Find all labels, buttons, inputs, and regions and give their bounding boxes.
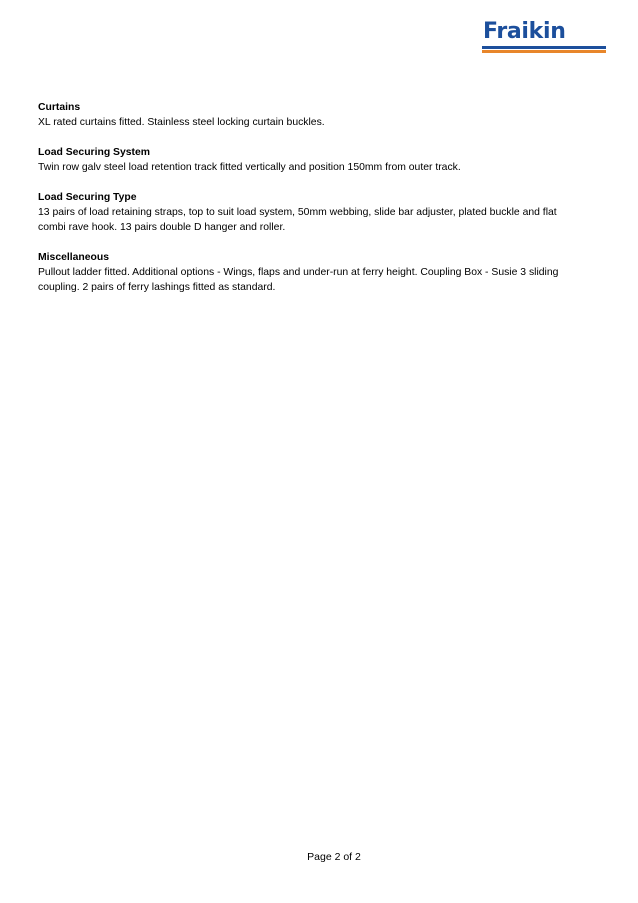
section-heading: Curtains bbox=[38, 102, 81, 113]
logo-orange-stripe bbox=[482, 50, 606, 53]
section-body: Pullout ladder fitted. Additional options - Wings, flaps and under-run at ferry height. Coupling Box - Susie 3 sliding coupling. 2 pairs of ferry lashings fitted as standard. bbox=[38, 267, 559, 293]
section-heading: Load Securing System bbox=[38, 147, 151, 158]
section-body: XL rated curtains fitted. Stainless steel locking curtain buckles. bbox=[38, 117, 325, 128]
logo-text: Fraikin bbox=[483, 19, 566, 44]
section-load-securing-type bbox=[38, 190, 578, 235]
logo-blue-stripe bbox=[482, 46, 606, 49]
section-curtains bbox=[38, 100, 578, 130]
section-body: Twin row galv steel load retention track fitted vertically and position 150mm from outer track. bbox=[38, 162, 461, 173]
page-number: Page 2 of 2 bbox=[307, 851, 361, 863]
page-footer bbox=[0, 851, 638, 863]
section-body: 13 pairs of load retaining straps, top to suit load system, 50mm webbing, slide bar adjuster, plated buckle and flat combi rave hook. 13 pairs double D hanger and roller. bbox=[38, 207, 557, 233]
section-heading: Load Securing Type bbox=[38, 192, 137, 203]
section-miscellaneous bbox=[38, 250, 578, 295]
section-heading: Miscellaneous bbox=[38, 252, 110, 263]
section-load-securing-system bbox=[38, 145, 578, 175]
fraikin-logo bbox=[482, 18, 606, 56]
spec-content bbox=[38, 100, 578, 310]
